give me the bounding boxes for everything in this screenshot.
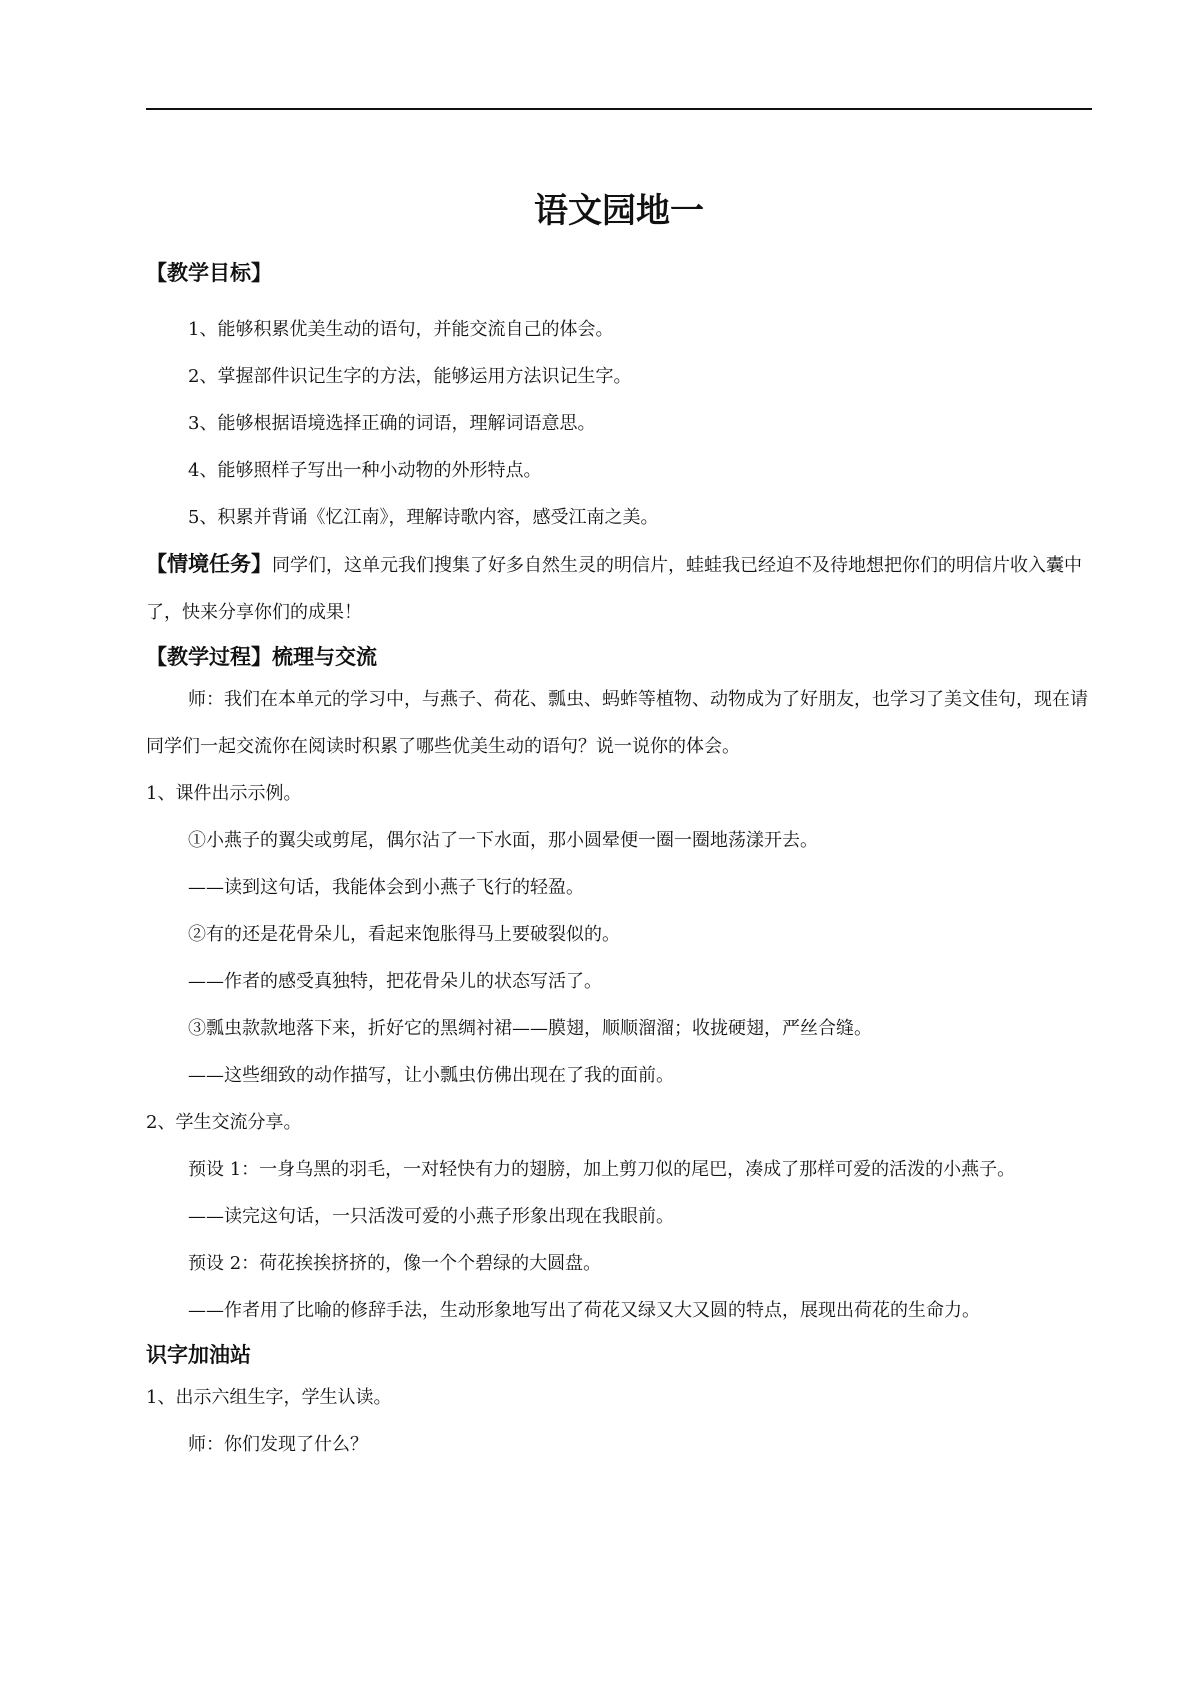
task-paragraph bbox=[146, 541, 1092, 636]
document-page bbox=[146, 186, 1092, 1468]
literacy-step-1: 1、出示六组生字，学生认读。 bbox=[146, 1387, 392, 1408]
preset-2-comment: ——作者用了比喻的修辞手法，生动形象地写出了荷花又绿又大又圆的特点，展现出荷花的生命力。 bbox=[188, 1300, 980, 1321]
objective-item: 4、能够照样子写出一种小动物的外形特点。 bbox=[188, 460, 542, 481]
literacy-heading: 识字加油站 bbox=[146, 1343, 251, 1367]
step-1: 1、课件出示示例。 bbox=[146, 783, 302, 804]
example-sentence: ②有的还是花骨朵儿，看起来饱胀得马上要破裂似的。 bbox=[188, 924, 620, 945]
objective-item: 3、能够根据语境选择正确的词语，理解词语意思。 bbox=[188, 413, 596, 434]
example-comment: ——这些细致的动作描写，让小瓢虫仿佛出现在了我的面前。 bbox=[188, 1065, 674, 1086]
objective-item: 5、积累并背诵《忆江南》，理解诗歌内容，感受江南之美。 bbox=[188, 507, 659, 528]
objective-item: 2、掌握部件识记生字的方法，能够运用方法识记生字。 bbox=[188, 366, 632, 387]
example-comment: ——作者的感受真独特，把花骨朵儿的状态写活了。 bbox=[188, 971, 602, 992]
preset-1: 预设 1：一身乌黑的羽毛，一对轻快有力的翅膀，加上剪刀似的尾巴，凑成了那样可爱的活泼的小燕子。 bbox=[188, 1159, 1016, 1180]
task-heading: 【情境任务】 bbox=[146, 552, 272, 576]
header-rule bbox=[146, 108, 1092, 110]
example-sentence: ③瓢虫款款地落下来，折好它的黑绸衬裙——膜翅，顺顺溜溜；收拢硬翅，严丝合缝。 bbox=[188, 1018, 872, 1039]
example-sentence: ①小燕子的翼尖或剪尾，偶尔沾了一下水面，那小圆晕便一圈一圈地荡漾开去。 bbox=[188, 830, 818, 851]
preset-1-comment: ——读完这句话，一只活泼可爱的小燕子形象出现在我眼前。 bbox=[188, 1206, 674, 1227]
example-comment: ——读到这句话，我能体会到小燕子飞行的轻盈。 bbox=[188, 877, 584, 898]
objective-item: 1、能够积累优美生动的语句，并能交流自己的体会。 bbox=[188, 319, 614, 340]
step-2: 2、学生交流分享。 bbox=[146, 1112, 302, 1133]
task-text: 同学们，这单元我们搜集了好多自然生灵的明信片，蛙蛙我已经迫不及待地想把你们的明信片收入囊中了，快来分享你们的成果！ bbox=[146, 555, 1082, 623]
objectives-heading: 【教学目标】 bbox=[146, 261, 272, 285]
document-title: 语文园地一 bbox=[534, 191, 704, 231]
process-heading: 【教学过程】梳理与交流 bbox=[146, 645, 377, 669]
preset-2: 预设 2：荷花挨挨挤挤的，像一个个碧绿的大圆盘。 bbox=[188, 1253, 602, 1274]
literacy-teacher-question: 师：你们发现了什么？ bbox=[188, 1434, 368, 1455]
teacher-intro: 师：我们在本单元的学习中，与燕子、荷花、瓢虫、蚂蚱等植物、动物成为了好朋友，也学习了美文佳句，现在请同学们一起交流你在阅读时积累了哪些优美生动的语句？说一说你的体会。 bbox=[146, 689, 1088, 757]
